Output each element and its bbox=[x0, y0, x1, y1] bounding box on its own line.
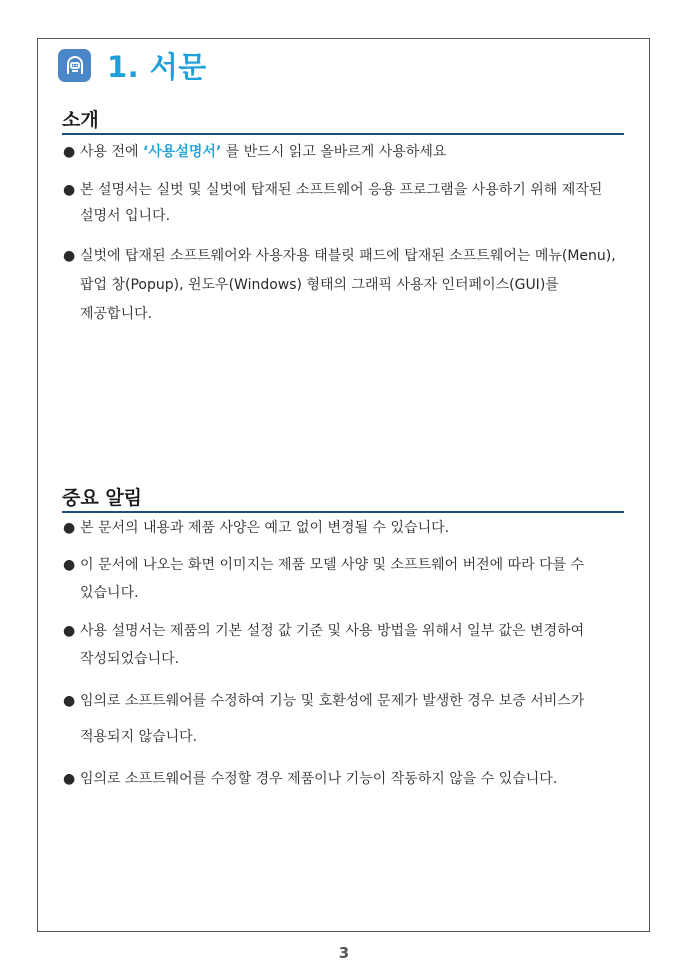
bullet-dot: ● bbox=[63, 182, 76, 198]
bullet-dot: ● bbox=[63, 248, 76, 264]
notice-item-5: 임의로 소프트웨어를 수정할 경우 제품이나 기능이 작동하지 않을 수 있습니다. bbox=[80, 771, 558, 787]
bullet-dot: ● bbox=[63, 771, 76, 787]
notice-heading bbox=[62, 485, 624, 513]
list-item bbox=[62, 515, 624, 541]
heading-rule bbox=[62, 133, 624, 135]
intro-item-1-before: 사용 전에 bbox=[80, 144, 143, 160]
page-frame bbox=[37, 38, 650, 932]
notice-list bbox=[62, 515, 624, 797]
intro-list bbox=[62, 141, 624, 329]
chapter-title: 1. 서문 bbox=[107, 49, 207, 84]
notice-item-2: 이 문서에 나오는 화면 이미지는 제품 모델 사양 및 소프트웨어 버전에 따라 다를 수 있습니다. bbox=[80, 557, 585, 601]
manual-highlight: ‘사용설명서’ bbox=[143, 144, 222, 160]
intro-heading-text: 소개 bbox=[62, 109, 99, 131]
list-item bbox=[62, 177, 624, 229]
bullet-dot: ● bbox=[63, 623, 76, 639]
notice-item-4: 임의로 소프트웨어를 수정하여 기능 및 호환성에 문제가 발생한 경우 보증 서비스가 적용되지 않습니다. bbox=[80, 693, 585, 745]
bullet-dot: ● bbox=[63, 144, 76, 160]
list-item bbox=[62, 242, 624, 329]
chapter-header bbox=[58, 45, 207, 85]
heading-rule bbox=[62, 511, 624, 513]
bullet-dot: ● bbox=[63, 557, 76, 573]
bullet-dot: ● bbox=[63, 520, 76, 536]
list-item bbox=[62, 617, 624, 673]
robot-icon bbox=[58, 49, 91, 82]
notice-item-3: 사용 설명서는 제품의 기본 설정 값 기준 및 사용 방법을 위해서 일부 값은 변경하여 작성되었습니다. bbox=[80, 623, 585, 667]
notice-item-1: 본 문서의 내용과 제품 사양은 예고 없이 변경될 수 있습니다. bbox=[80, 520, 450, 536]
list-item bbox=[62, 551, 624, 607]
intro-item-3: 실벗에 탑재된 소프트웨어와 사용자용 태블릿 패드에 탑재된 소프트웨어는 메뉴(Menu), 팝업 창(Popup), 윈도우(Windows) 형태의 그래픽 사용자 인터페이스(GUI)를 제공합니다. bbox=[80, 248, 616, 322]
list-item bbox=[62, 761, 624, 797]
intro-heading bbox=[62, 107, 624, 135]
notice-section bbox=[62, 485, 624, 797]
intro-section bbox=[62, 107, 624, 329]
list-item bbox=[62, 683, 624, 755]
list-item bbox=[62, 141, 624, 163]
bullet-dot: ● bbox=[63, 693, 76, 709]
intro-item-2: 본 설명서는 실벗 및 실벗에 탑재된 소프트웨어 응용 프로그램을 사용하기 위해 제작된 설명서 입니다. bbox=[80, 182, 603, 224]
intro-item-1-after: 를 반드시 읽고 올바르게 사용하세요 bbox=[221, 144, 447, 160]
notice-heading-text: 중요 알림 bbox=[62, 487, 143, 509]
page-number: 3 bbox=[338, 944, 350, 962]
